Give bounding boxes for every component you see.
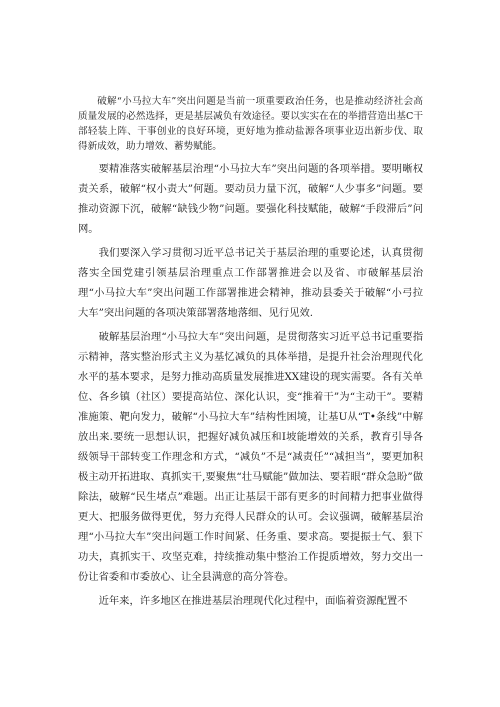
paragraph-5: 近年来，许多地区在推进基层治理现代化过程中，面临着资源配置不	[98, 595, 408, 607]
paragraph-2: 要精准落实破解基层治理“小马拉大车”突出问题的各项举措。要明晰权责关系，破解“权小责大”何题。要动员力量下沉，破解“人少事多”问题。要推动资源下沉，破解“缺钱少物”问题。要强化科技赋能，破解“手段滞后”问网。	[78, 163, 423, 235]
paragraph-3: 我们要深入学习贯彻习近平总书记关于基层治理的重要论述，认真贯彻落实全国党建引领基层治理重点工作部署推进会以及省、市破解基层治理“小马拉大车”突出问题工作部署推进会精神，推动县委关于破解“小弓拉大车”突出问题的各项决策部署落地落细、见行见效.	[78, 247, 423, 319]
paragraph-4: 破解基层治理“小马拉大车”突出问题，是贯彻落实习近平总书记重要指示精神，落实整治形式主义为基忆减负的具体举措，是提升社会治理现代化水平的基本要求，是努力推动高质量发展推进XX建设的现实需要。各有关单位、各乡镇（社区）要提高站位、深化认识，变“推着干”为“主动干”。要精准施策、靶向发力，破解“小马拉大车”结构性困境，让基U从“T•条线”中解放出来.要统一思想认识，把握好减负减压和I坡能增效的关系，教育引导各级领导干部转变工作理念和方式，“减负”不是“减责任”“减担当”，要更加积极主动开拓进取、真抓实干,要聚焦“壮马赋能”做加法、要若眼“群众急盼”做除法，破解“民生堵点”难题。出正让基层干部有更多的时间精力把事业做得更大、把服务做得更优，努力充得人民群众的认可。会议强调，破解基层治理“小马拉大车”突出问题工作时间紧、任务重、要求高。要提振士气、狠下功夫，真抓实干、攻坚克难，持续推动集中整治工作提质增效，努力交出一份让省委和市委放心、让全县满意的高分答卷。	[78, 331, 423, 583]
document-body	[78, 94, 423, 611]
paragraph-1: 破解“小马拉大车”突出问题是当前一项重要政治任务，也是推动经济社会高质量发展的必然选择，更是基层减负有效途径。要以实实在在的举措营造出基C干部轻装上阵、干事创业的良好环境，更好地为推动盐源各项事业迈出新步伐、取得新成效，助力增效、蓄势赋能。	[78, 96, 423, 152]
